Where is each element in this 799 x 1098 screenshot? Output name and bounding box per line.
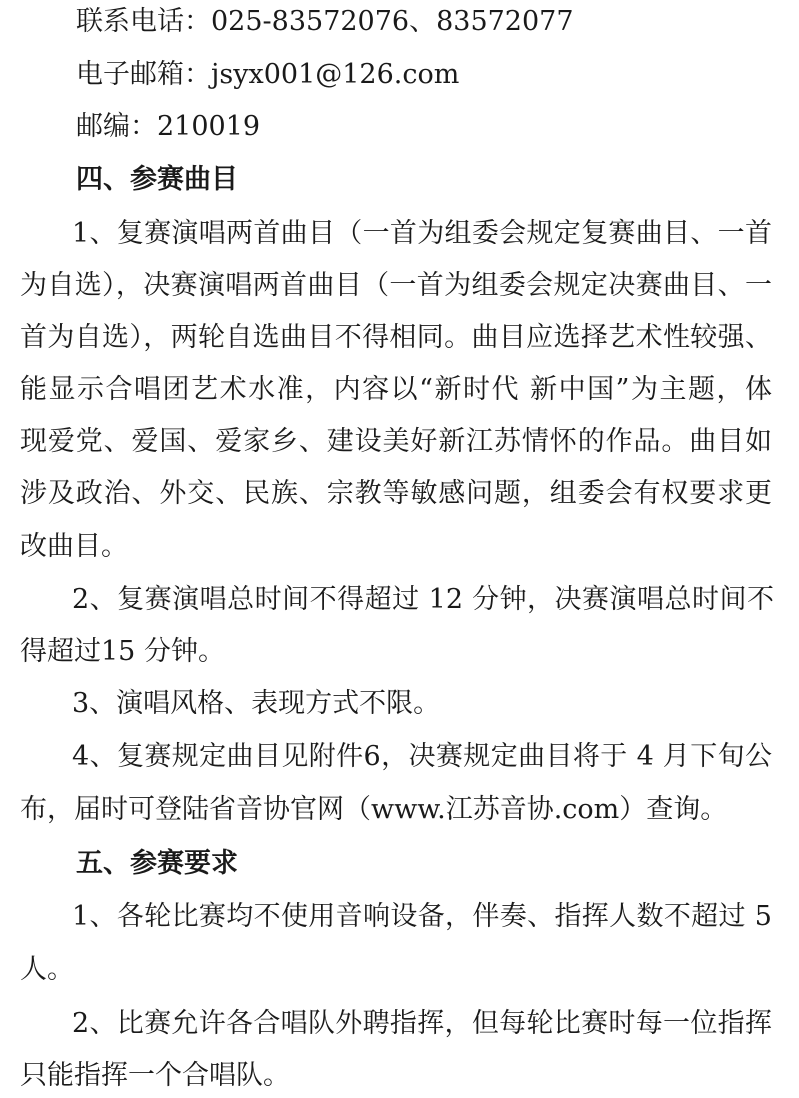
- section4-item3: 3、演唱风格、表现方式不限。: [72, 688, 441, 719]
- contact-phone: 联系电话：025-83572076、83572077: [76, 6, 574, 37]
- section4-item1-line6: 涉及政治、外交、民族、宗教等敏感问题，组委会有权要求更: [20, 478, 772, 509]
- contact-email: 电子邮箱：jsyx001@126.com: [76, 59, 460, 90]
- section4-item2-line2: 得超过15 分钟。: [20, 636, 225, 667]
- section5-item2-line2: 只能指挥一个合唱队。: [20, 1060, 290, 1091]
- section5-item2-line1: 2、比赛允许各合唱队外聘指挥，但每轮比赛时每一位指挥: [72, 1008, 772, 1039]
- section4-item1-line1: 1、复赛演唱两首曲目（一首为组委会规定复赛曲目、一首: [72, 218, 772, 249]
- section4-item1-line2: 为自选），决赛演唱两首曲目（一首为组委会规定决赛曲目、一: [20, 270, 772, 301]
- section4-item2-line1: 2、复赛演唱总时间不得超过 12 分钟，决赛演唱总时间不: [72, 584, 774, 615]
- section4-item1-line4: 能显示合唱团艺术水准，内容以“新时代 新中国”为主题，体: [20, 374, 772, 405]
- section4-item1-line3: 首为自选），两轮自选曲目不得相同。曲目应选择艺术性较强、: [20, 322, 772, 353]
- section5-item1-line1: 1、各轮比赛均不使用音响设备，伴奏、指挥人数不超过 5: [72, 901, 772, 932]
- section4-item1-line7: 改曲目。: [20, 531, 128, 562]
- section4-item1-line5: 现爱党、爱国、爱家乡、建设美好新江苏情怀的作品。曲目如: [20, 426, 772, 457]
- section5-heading: 五、参赛要求: [76, 848, 238, 879]
- section5-item1-line2: 人。: [20, 954, 74, 985]
- contact-postcode: 邮编：210019: [76, 111, 261, 142]
- section4-heading: 四、参赛曲目: [76, 164, 238, 195]
- section4-item4-line1: 4、复赛规定曲目见附件6，决赛规定曲目将于 4 月下旬公: [72, 741, 772, 772]
- section4-item4-line2: 布，届时可登陆省音协官网（www.江苏音协.com）查询。: [20, 794, 728, 825]
